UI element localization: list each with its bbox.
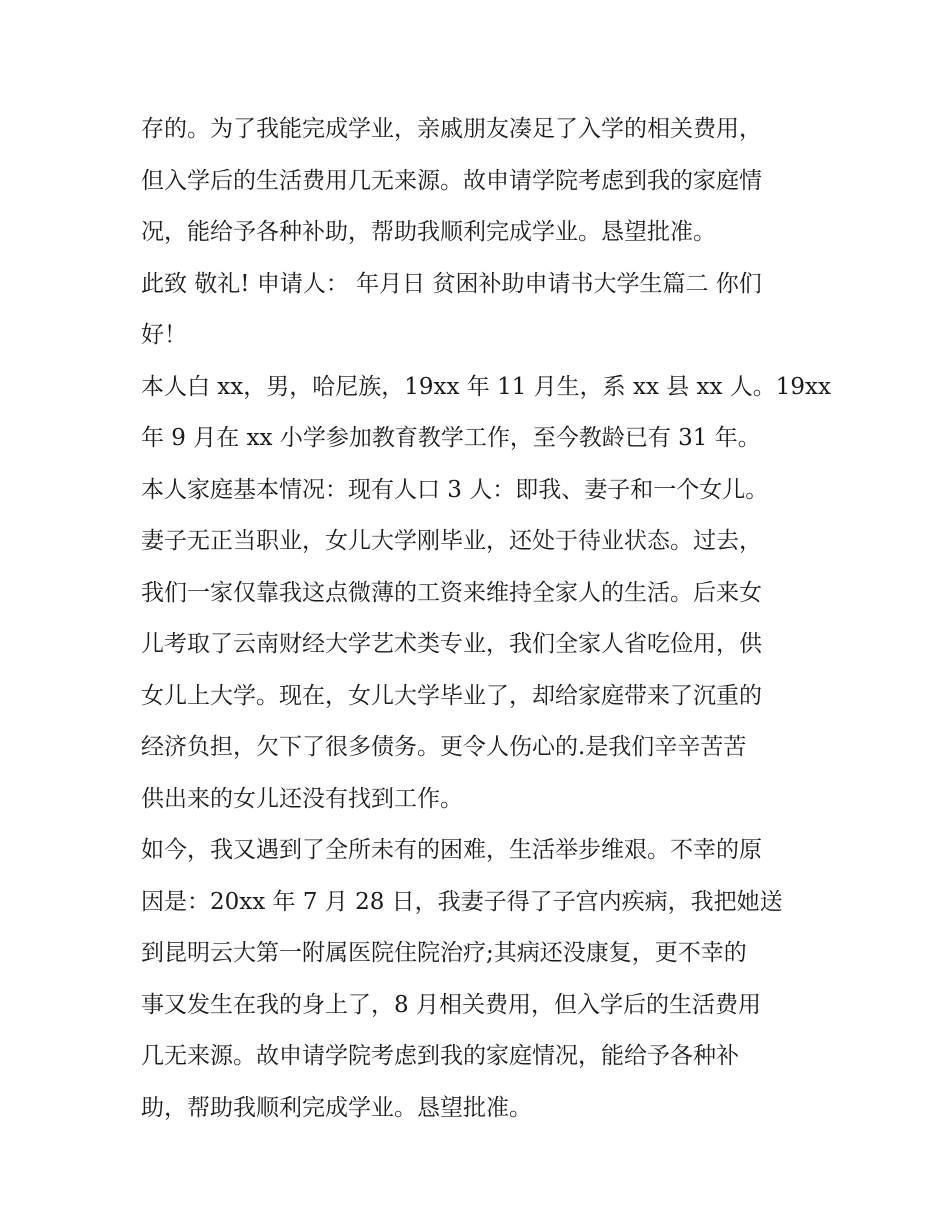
text-line: 存的。为了我能完成学业，亲戚朋友凑足了入学的相关费用，	[141, 116, 762, 142]
text-line: 好！	[141, 322, 187, 348]
text-line: 事又发生在我的身上了，8 月相关费用，但入学后的生活费用	[141, 991, 761, 1018]
text-line: 到昆明云大第一附属医院住院治疗;其病还没康复，更不幸的	[141, 940, 747, 966]
text-line: 此致 敬礼! 申请人： 年月日 贫困补助申请书大学生篇二 你们	[141, 270, 762, 297]
text-line: 况，能给予各种补助，帮助我顺利完成学业。恳望批准。	[141, 219, 716, 245]
text-line: 几无来源。故申请学院考虑到我的家庭情况，能给予各种补	[141, 1043, 739, 1069]
text-line: 儿考取了云南财经大学艺术类专业，我们全家人省吃俭用，供	[141, 631, 762, 657]
text-line: 年 9 月在 xx 小学参加教育教学工作，至今教龄已有 31 年。	[141, 425, 761, 451]
text-line: 本人白 xx，男，哈尼族，19xx 年 11 月生，系 xx 县 xx 人。19xx	[141, 373, 831, 400]
document-body	[141, 104, 831, 1134]
text-line: 助，帮助我顺利完成学业。恳望批准。	[141, 1094, 532, 1121]
text-line: 供出来的女儿还没有找到工作。	[141, 785, 463, 812]
text-line: 如今，我又遇到了全所未有的困难，生活举步维艰。不幸的原	[141, 837, 762, 863]
text-line: 因是：20xx 年 7 月 28 日，我妻子得了子宫内疾病，我把她送	[141, 888, 783, 915]
text-line: 我们一家仅靠我这点微薄的工资来维持全家人的生活。后来女	[141, 579, 762, 606]
text-line: 但入学后的生活费用几无来源。故申请学院考虑到我的家庭情	[141, 167, 762, 194]
text-line: 妻子无正当职业，女儿大学刚毕业，还处于待业状态。过去，	[141, 528, 762, 554]
text-line: 本人家庭基本情况：现有人口 3 人：即我、妻子和一个女儿。	[141, 476, 769, 503]
text-line: 经济负担，欠下了很多债务。更令人伤心的.是我们辛辛苦苦	[141, 734, 747, 760]
text-line: 女儿上大学。现在，女儿大学毕业了，却给家庭带来了沉重的	[141, 682, 762, 709]
